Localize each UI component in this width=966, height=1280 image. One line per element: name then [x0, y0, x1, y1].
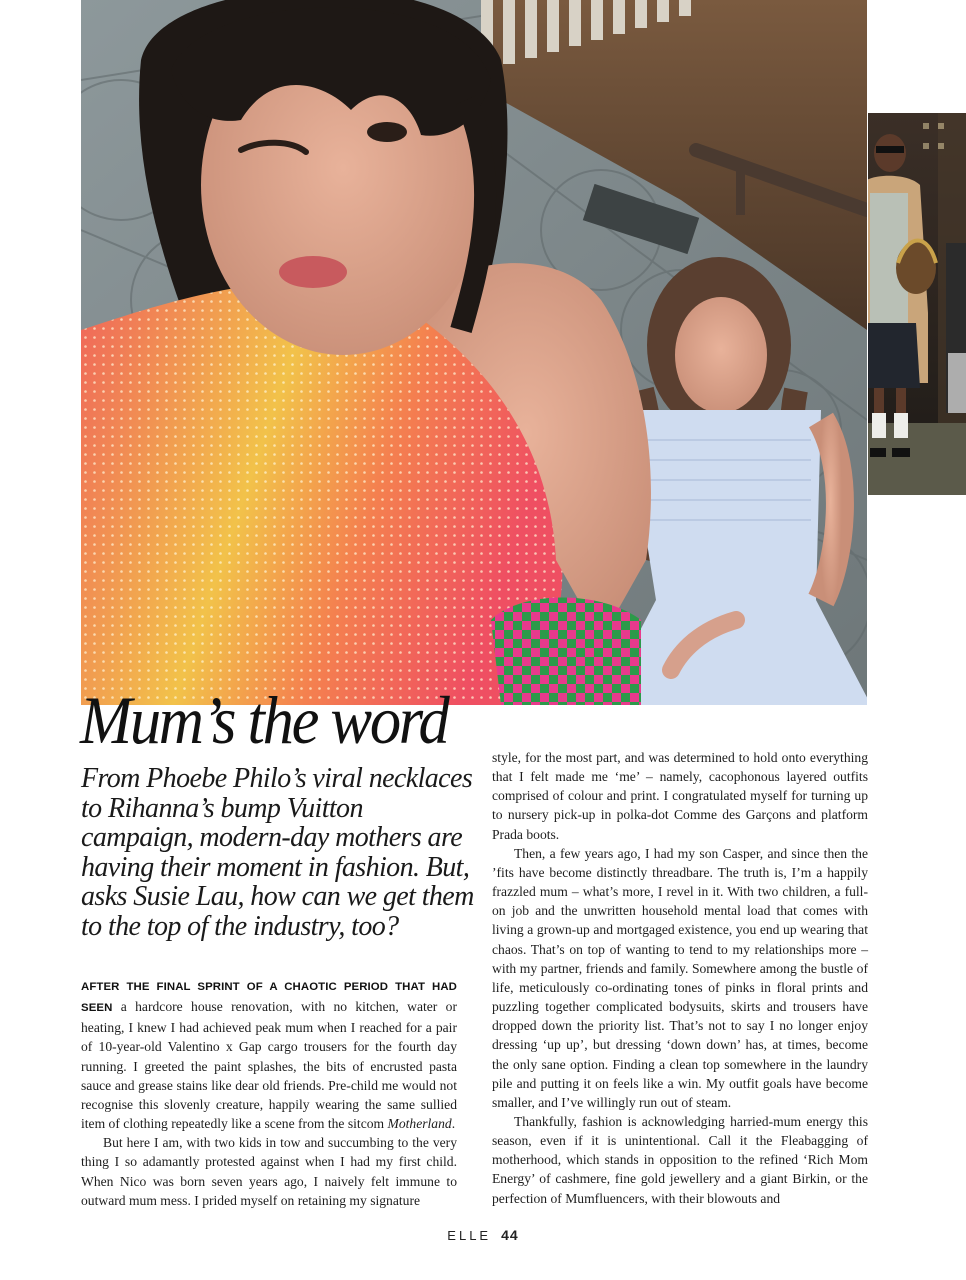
- paragraph-3: Then, a few years ago, I had my son Casper, and since then the ’fits have become distinctly threadbare. The truth is, I’m a happily frazzled mum – what’s more, I revel in it. With two children, a full-on job and the unwritten household mental load that comes with living a grown-up and mortgaged existence, you end up wearing that chaos. That’s on top of wanting to tend to my relationships more – with my partner, friends and family. Somewhere among the bustle of life, meticulously co-ordinating tones of pinks in floral prints and puzzling together complicated bodysuits, skirts and trousers have dropped down the priority list. That’s not to say I no longer enjoy dressing ‘up up’, but dressing ‘down down’ has, at times, become the only sane option. Finding a clean top somewhere in the laundry pile and putting it on feels like a win. My outfit goals have become smaller, and I’ve willingly run out of steam.: [492, 845, 868, 1110]
- main-photo: [81, 0, 867, 705]
- runway-photo: [868, 113, 966, 495]
- show-title: Motherland: [387, 1116, 452, 1132]
- runway-photo-illustration: [868, 113, 966, 495]
- article-kicker: AFTER THE FINAL SPRINT OF A CHAOTIC PERIOD THAT HAD SEEN: [81, 981, 457, 1015]
- paragraph-1: [81, 976, 457, 1133]
- paragraph-1-text: a hardcore house renovation, with no kitchen, water or heating, I knew I had achieved peak mum when I reached for a pair of 10-year-old Valentino x Gap cargo trousers for the fourth day running. I greeted the paint splashes, the bits of encrusted pasta sauce and grease stains like dear old friends. Pre-child me would not recognise this slovenly creature, happily wearing the same sullied item of clothing repeatedly like a scene from the sitcom: [81, 999, 457, 1132]
- article-standfirst: From Phoebe Philo’s viral necklaces to Rihanna’s bump Vuitton campaign, modern-day mothers are having their moment in fashion. But, asks Susie Lau, how can we get them to the top of the industry, too?: [81, 763, 474, 942]
- paragraph-4: Thankfully, fashion is acknowledging harried-mum energy this season, even if it is unintentional. Call it the Fleabagging of motherhood, which stands in opposition to the refined ‘Rich Mom Energy’ of cashmere, fine gold jewellery and a giant Birkin, or the perfection of Mumfluencers, with their blowouts and: [492, 1113, 868, 1206]
- paragraph-2: But here I am, with two kids in tow and succumbing to the very thing I so adamantly protested against when I had my first child. When Nico was born seven years ago, I naively felt immune to outward mum mess. I prided myself on retaining my signature: [81, 1135, 457, 1208]
- paragraph-1-end: .: [451, 1116, 456, 1132]
- body-column-right: [492, 748, 868, 1208]
- main-photo-illustration: [81, 0, 867, 705]
- page-folio: [0, 1227, 966, 1243]
- magazine-brand: ELLE: [447, 1228, 492, 1243]
- paragraph-2-continued: style, for the most part, and was determined to hold onto everything that I felt made me ‘me’ – namely, cacophonous layered outfits comprised of colour and print. I congratulated myself for turning up to nursery pick-up in polka-dot Comme des Garçons and platform Prada boots.: [492, 750, 868, 842]
- article-headline: Mum’s the word: [80, 682, 448, 758]
- page-number: 44: [501, 1227, 519, 1243]
- body-column-left: [81, 976, 457, 1210]
